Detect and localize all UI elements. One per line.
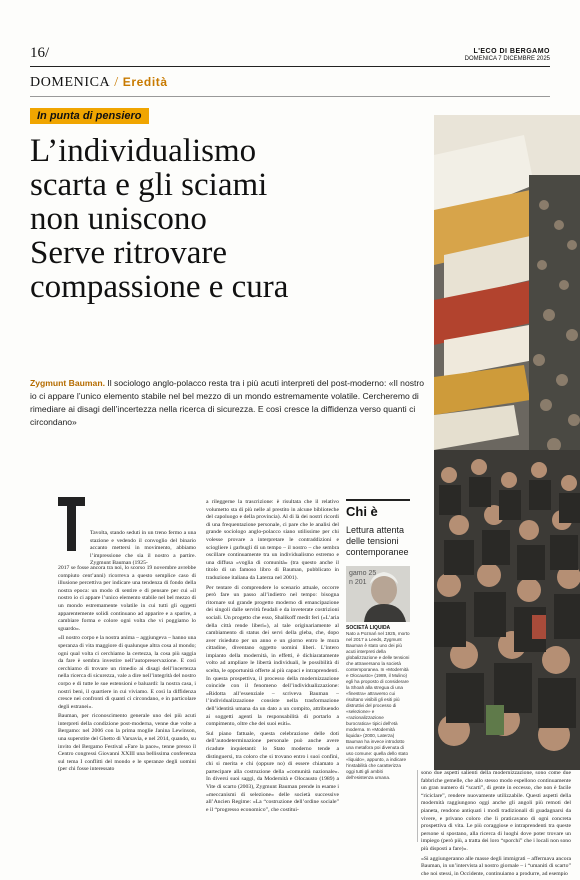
sidebar-title: Chi è <box>346 499 410 519</box>
section-name: Eredità <box>122 75 168 89</box>
paragraph: «Si aggiungeranno alle masse degli immigrati – affermava ancora Bauman, in un’intervista al nostro giornale – i “umaniti di scarto” che noi stessi, in Occidente, continuiamo a produrre, ad esempio <box>421 855 571 877</box>
headline-line: L’individualismo <box>30 133 257 169</box>
kicker-label: In punta di pensiero <box>30 108 149 124</box>
section-label: DOMENICA / Eredità <box>30 75 168 90</box>
headline-line: Serve ritrovare <box>30 235 227 271</box>
sidebar-subtitle: Lettura attenta delle tensioni contemporanee <box>346 525 409 557</box>
paragraph: Per tentare di comprendere lo scenario attuale, occorre però fare un passo all’indietro nel tempo: bisogna ritornare sul grande progetto moderno di emancipazione dei singoli dalle servitù feudali e da inveterate costrizioni sociali. Un progetto che esso, Shalikoff medit feri («L’aria della città rende liberi»), al tale originariamente al cambiamento di status dei servi della gleba, che, dopo aver risieduto per un anno e un giorno entro le mura cittadine, diventano oggetto uomini liberi. L’intero impianto della modernità, in effetti, è dichiaratamente volto ad ampliare le libertà individuali, le possibilità di scelta, le opportunità offerte ai più capaci e intraprendenti. In questa prospettiva, il processo della modernizzazione coincide con il fenomeno dell’individualizzazione: «Ridotta all’essenziale – scriveva Bauman – l’individualizzazione consiste nella trasformazione dell’identità umana da un dato a un compito, attribuendo ai soggetti agenti la responsabilità di portarlo a compimento, oltre che dei suoi esiti». <box>206 584 339 728</box>
headline-line: scarta e gli sciami <box>30 167 268 203</box>
section-day: DOMENICA <box>30 75 111 90</box>
bauman-portrait <box>346 566 410 622</box>
sidebar-box-title: SOCIETÀ LIQUIDA <box>346 625 391 631</box>
newspaper-header <box>465 47 550 64</box>
subhead-text: Il sociologo anglo-polacco resta tra i più acuti interpreti del post-moderno: «Il nostro io ci appare l’unico elemento stabile nel bel mezzo di un mondo estremamente volatile. Cercheremo di rimediare ai disagi dell’incertezza nella ricerca di sicurezza. E così cresce la diffidenza verso quanti ci circondano» <box>30 378 425 427</box>
body-column-2 <box>206 499 339 816</box>
headline-line: non uniscono <box>30 201 207 237</box>
paragraph: «Il nostro corpo e la nostra anima – aggiungeva – hanno una speranza di vita maggiore di qualunque altra cosa al mondo; ogni qual volta ci cerchiamo la certezza, la cosa più saggia da fare è sembra investire nell’autopreservazione. E così cerchiamo di trovare un rimedio ai disagi dell’incertezza nella ricerca di sicurezza, vale a dire nell’integrità del nostro corpo e di tutte le sue estensioni e baluardi: la nostra casa, i nostri beni, il quartiere in cui viviamo. E così la diffidenza cresce nei confronti di quanti ci circondano, e in particolare degli estranei». <box>58 635 196 710</box>
body-column-intro: Tavolta, stando seduti in un treno fermo a una stazione e vedendo il convoglio del binario accanto mettersi in movimento, abbiamo l’impressione che sia il nostro a partire. Zygmunt Bauman (1925- <box>90 530 196 567</box>
issue-date: DOMENICA 7 DICEMBRE 2025 <box>464 56 550 63</box>
subhead-name: Zygmunt Bauman. <box>30 378 105 388</box>
page-number: 16/ <box>30 45 50 61</box>
portrait-caption: gamo 25 n 201 <box>349 570 377 586</box>
headline-line: compassione e cura <box>30 269 289 305</box>
column-divider <box>417 770 418 842</box>
header-rule <box>30 66 550 67</box>
headline <box>30 134 430 304</box>
body-column-1 <box>58 565 196 776</box>
subheadline <box>30 377 430 429</box>
paragraph: sono due aspetti salienti della modernizzazione, sono come due fabbriche gemelle, che allo stesso modo espellono continuamente un gran numero di “scarti”, di gente in eccesso, che non è facile “riciclare”, rendere nuovamente utilizzabile. Questi aspetti della modernità raggiungono oggi anche gli angoli più remoti del pianeta, rendono antiquati i modi tradizionali di guadagnarsi da vivere, e privano coloro che li praticavano di ogni concreta prospettiva di vita. Le più coraggiose e intraprendenti tra queste persone si spostano, alla ricerca di luoghi dove poter trovare un impiego (però più, a tratta dei loro “sporchi” che i locali non sono più disposti a fare)». <box>421 770 571 852</box>
paragraph: Sul piano fattuale, questa celebrazione delle doti dell’autodeterminazione personale può anche avere ricadute inquietanti: lo Stato moderno tende a distinguersi, tra coloro che si trovano entro i suoi confini, chi si merita e chi (oppure no) di essere chiamato a partecipare alla costruzione della «comunità nazionale». In diversi suoi saggi, da Modernità e Olocausto (1989) a Vite di scarto (2003), Zygmunt Bauman prende in esame i «meccanismi di selezione» delle società successive all’Ancien Regime: «La “costruzione dell’ordine sociale” e il “progresso economico”, che costitui- <box>206 730 339 813</box>
sidebar-box-text: Nato a Poznań nel 1925, morto nel 2017 a Leeds, Zygmunt Bauman è stato uno dei più acuti interpreti della globalizzazione e delle tensioni che attraversano la società contemporanea. In «Modernità e Olocausto» (1989, il Mulino) egli ha proposto di considerare la Shoah alla stregua di una «finestra» attraverso cui risultano visibili gli esiti più distruttivi del processo di «selezione» e «razionalizzazione burocratica» tipici dell’età moderna. In «Modernità liquida» (2000, Laterza) Bauman ha invece introdotto una metafora poi divenuta di uso comune: quella dello stato «liquido», appunto, a indicare l’instabilità che caratterizza oggi tutti gli ambiti dell’esistenza umana. <box>346 631 410 780</box>
paragraph: 2017 se fosse ancora tra noi, lo scorso 19 novembre avrebbe compiuto cent’anni) ricorreva a questo semplice caso di illusione percettiva per indicare una tendenza di fondo della nostra epoca: un modo di sentire e di pensare per cui «il nostro io ci appare l’unico elemento stabile nel bel mezzo di un mondo estremamente volatile in cui tutti gli oggetti apparentemente solidi continuano ad apparire e a sparire, a cambiare forma e colore ogni volta che vi poggiamo lo sguardo». <box>58 565 196 632</box>
newspaper-name: L'ECO DI BERGAMO <box>473 48 550 55</box>
body-column-4 <box>421 770 571 880</box>
paragraph: Bauman, per riconoscimento generale uno dei più acuti interpreti della condizione post-moderna, venne due volte a Bergamo: nel 2006 con la prima moglie Janina Lewinson, una superstite del Ghetto di Varsavia, e nel 2014, quando, su invito del Bergamo Festival «Fare la pace», tenne presso il Centro congressi Giovanni XXIII una bellissima conferenza sul tema I conflitti del mondo e le speranze degli uomini (per chi fosse interessato <box>58 713 196 773</box>
market-crowd-photo <box>434 115 580 770</box>
drop-cap-t <box>58 497 85 551</box>
paragraph: a rileggerne la trascrizione: è risultata che il relativo volumetto sta di più nelle al prestito in alcune biblioteche del capoluogo e della provincia). Al di là dei nostri ricordi di una frequentazione personale, ci pare che le analisi del grande sociologo anglo-polacco siano utilissime per chi volesse provare a interpretare le contraddizioni e sciogliere i garbugli di un tempo – il nostro – che sembra oscillare continuamente tra un individualismo estremo e una diffusa «voglia di comunità» (tra questo anche il titolo di un famoso libro di Bauman, pubblicato in traduzione italiana da Laterza nel 2001). <box>206 499 339 581</box>
sidebar-box <box>346 499 410 781</box>
section-rule <box>30 96 550 97</box>
